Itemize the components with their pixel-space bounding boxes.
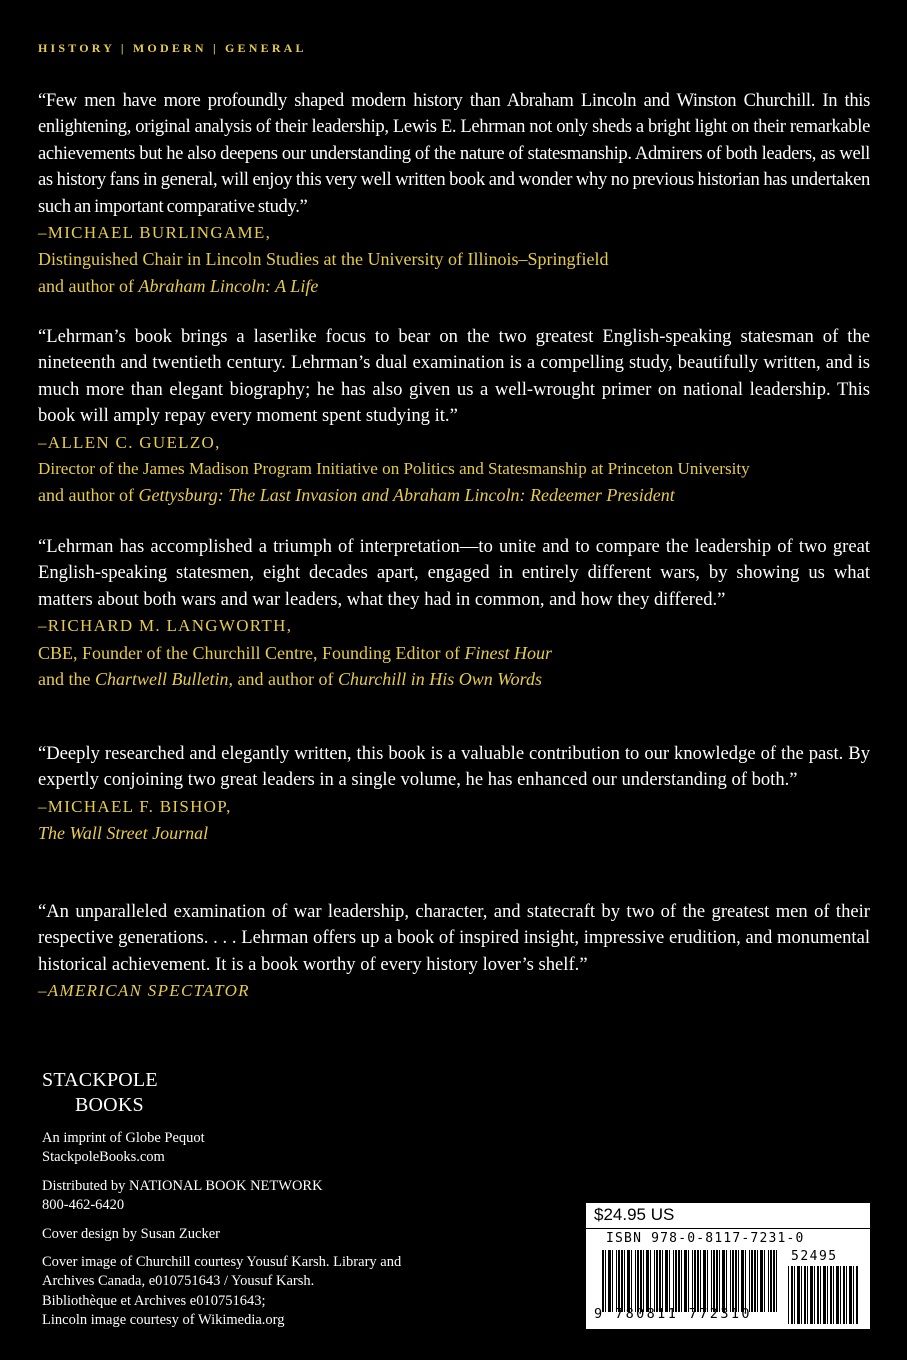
category-label: HISTORY | MODERN | GENERAL [38, 41, 307, 55]
blurb-quote: “Few men have more profoundly shaped modern history than Abraham Lincoln and Winston Churchill. In this enlightening, original analysis of their leadership, Lewis E. Lehrman not only sheds a bright light on their remarkable achievements but he also deepens our understanding of the nature of statesmanship. Admirers of both leaders, as well as history fans in general, will enjoy this very well written book and wonder why no previous historian has undertaken such an important comparative study.” [38, 90, 870, 217]
image-credit: Bibliothèque et Archives e010751643; [42, 1292, 266, 1309]
blurb-affiliation: CBE, Founder of the Churchill Centre, Founding Editor of Finest Hour [38, 642, 552, 663]
price-addon-number: 52495 [791, 1249, 838, 1264]
blurb-affiliation: Distinguished Chair in Lincoln Studies at the University of Illinois–Springfield [38, 249, 609, 270]
blurb-bishop [38, 741, 870, 847]
book-title: Churchill in His Own Words [337, 669, 542, 690]
blurb-author: –MICHAEL BURLINGAME, [38, 223, 272, 243]
distributor-text: Distributed by NATIONAL BOOK NETWORK [42, 1177, 323, 1194]
blurb-author: –MICHAEL F. BISHOP, [38, 796, 232, 816]
blurb-burlingame [38, 88, 870, 299]
blurb-langworth [38, 534, 870, 692]
blurb-author: –ALLEN C. GUELZO, [38, 432, 221, 452]
blurb-author: –RICHARD M. LANGWORTH, [38, 616, 293, 636]
image-credit: Archives Canada, e010751643 / Yousuf Karsh. [42, 1273, 315, 1290]
blurb-affiliation: and the Chartwell Bulletin, and author of Churchill in His Own Words [38, 669, 542, 690]
book-title: Abraham Lincoln: A Life [138, 275, 319, 296]
publisher-block [42, 1068, 402, 1331]
publisher-website: StackpoleBooks.com [42, 1149, 165, 1166]
blurb-affiliation: and author of Abraham Lincoln: A Life [38, 275, 319, 296]
blurb-quote: “An unparalleled examination of war leadership, character, and statecraft by two of the greatest men of their respective generations. . . . Lehrman offers up a book of inspired insight, impressive erudition, and monumental historical achievement. It is a book worthy of every history lover’s shelf.” [38, 901, 870, 975]
blurb-quote: “Lehrman has accomplished a triumph of interpretation—to unite and to compare the leadership of two great English-speaking statesmen, eight decades apart, engaged in entirely different wars, by showing us what matters about both wars and war leaders, what they had in common, and how they differed.” [38, 536, 870, 610]
blurb-guelzo [38, 324, 870, 509]
blurb-author: –AMERICAN SPECTATOR [38, 981, 250, 1001]
distributor-phone: 800-462-6420 [42, 1197, 125, 1214]
blurb-quote: “Lehrman’s book brings a laserlike focus to bear on the two greatest English-speaking statesman of the nineteenth and twentieth century. Lehrman’s dual examination is a compelling study, beautifully written, and is much more than elegant biography; he has also given us a well-wrought primer on national leadership. This book will amply repay every moment spent studying it.” [38, 326, 870, 427]
publication-title: Finest Hour [464, 642, 552, 663]
image-credit: Lincoln image courtesy of Wikimedia.org [42, 1312, 285, 1329]
publication-title: Chartwell Bulletin [94, 669, 229, 690]
blurb-quote: “Deeply researched and elegantly written, this book is a valuable contribution to our knowledge of the past. By expertly conjoining two great leaders in a single volume, he has enhanced our understanding of both.” [38, 743, 870, 791]
blurb-affiliation: Director of the James Madison Program Initiative on Politics and Statesmanship at Princeton University [38, 459, 750, 479]
blurb-affiliation [38, 820, 870, 846]
addon-barcode-bars [788, 1266, 858, 1324]
ean-barcode-bars [602, 1250, 778, 1312]
imprint-text: An imprint of Globe Pequot [42, 1130, 205, 1146]
price-text: $24.95 US [594, 1205, 675, 1224]
image-credit: Cover image of Churchill courtesy Yousuf Karsh. Library and [42, 1254, 402, 1271]
isbn-text: ISBN 978-0-8117-7231-0 [606, 1231, 805, 1246]
blurb-american-spectator [38, 899, 870, 1005]
book-title: Gettysburg: The Last Invasion and Abraham Lincoln: Redeemer President [138, 485, 675, 506]
ean-number: 9 780811 772310 [594, 1306, 752, 1322]
publisher-logo: STACKPOLE BOOKS [42, 1069, 158, 1116]
publication-title: The Wall Street Journal [38, 823, 209, 844]
blurb-affiliation: and author of Gettysburg: The Last Invasion and Abraham Lincoln: Redeemer President [38, 485, 675, 506]
barcode-label [586, 1203, 870, 1329]
cover-design-credit: Cover design by Susan Zucker [42, 1225, 220, 1242]
divider [586, 1228, 870, 1229]
